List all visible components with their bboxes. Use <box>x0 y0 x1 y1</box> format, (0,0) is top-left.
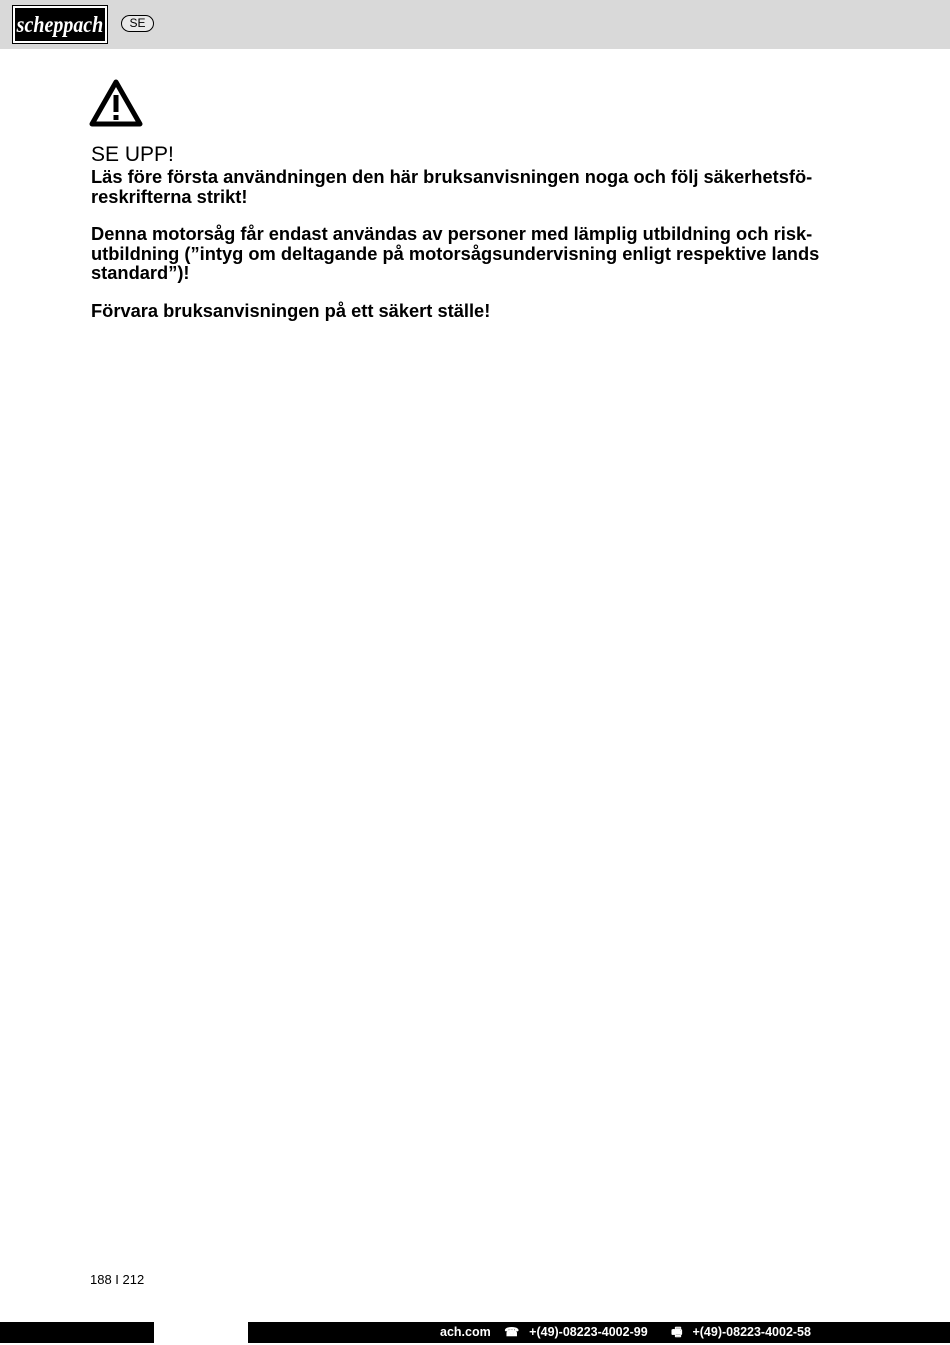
footer-gap <box>154 1322 248 1343</box>
fax-icon: 🖷 <box>671 1325 683 1339</box>
footer-fax: +(49)-08223-4002-58 <box>692 1325 811 1339</box>
footer-contact <box>440 1322 831 1343</box>
footer-website: ach.com <box>440 1325 491 1339</box>
notice-paragraph-read-instructions: Läs före första användningen den här bruksanvisningen noga och följ säkerhetsfö- reskrifterna strikt! <box>91 166 813 207</box>
notice-title: SE UPP! <box>91 143 174 166</box>
page-header <box>0 0 950 49</box>
footer-phone: +(49)-08223-4002-99 <box>529 1325 648 1339</box>
notice-paragraph-storage: Förvara bruksanvisningen på ett säkert ställe! <box>91 299 491 321</box>
svg-text:scheppach: scheppach <box>16 11 104 38</box>
safety-notice <box>91 143 861 320</box>
page-number: 188 I 212 <box>90 1272 145 1287</box>
phone-icon: ☎ <box>504 1325 520 1339</box>
notice-paragraph-training: Denna motorsåg får endast användas av personer med lämplig utbildning och risk- utbildning (”intyg om deltagande på motorsågsundervisning enligt respektive lands standard”)! <box>91 223 820 283</box>
language-badge: SE <box>121 15 154 32</box>
warning-triangle-icon <box>89 78 143 133</box>
scheppach-logo <box>13 6 107 43</box>
page-footer <box>0 1322 950 1343</box>
